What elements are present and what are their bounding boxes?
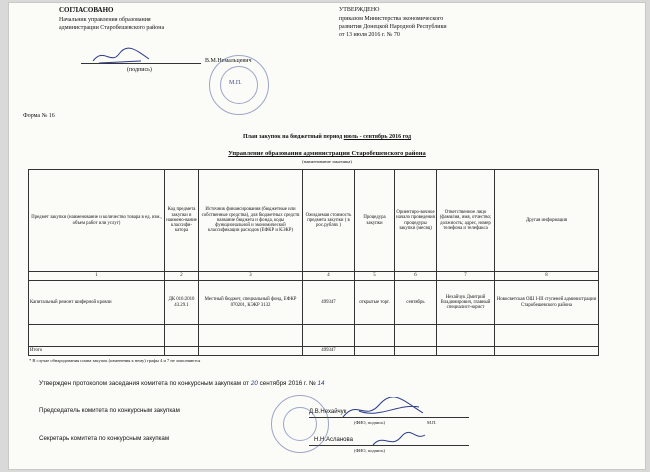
approval-right-line3: от 13 июля 2016 г. № 70 — [339, 32, 400, 38]
row-procedure: открытые торг. — [355, 281, 395, 325]
total-label: Итого — [29, 347, 165, 356]
secretary-signature — [369, 431, 429, 451]
protocol-day: 20 — [250, 380, 258, 387]
approval-left-line2: администрации Старобешевского района — [59, 25, 165, 31]
protocol-month-year: сентября 2016 г. № — [259, 380, 316, 387]
table-total-row — [29, 347, 599, 356]
row-cost: 499347 — [303, 281, 355, 325]
total-value: 499347 — [303, 347, 355, 356]
left-signature — [89, 45, 159, 67]
row-start-month: сентябрь — [395, 281, 437, 325]
header-cell: Ориентиро-вочное начало проведения процедуры закупки (месяц) — [395, 170, 437, 272]
chairman-signature — [339, 397, 429, 423]
chairman-label: Председатель комитета по конкурсным закупкам — [39, 407, 180, 414]
table-row — [29, 281, 599, 325]
approval-left-sign-name: В.М.Немальцевич — [205, 58, 252, 64]
protocol-line — [39, 381, 325, 388]
organization-caption: (наименование заказчика) — [302, 159, 352, 164]
approval-left-line1: Начальник управления образования — [59, 17, 151, 23]
chairman-name: Д.В.Нехайчук — [309, 409, 347, 415]
column-number: 6 — [395, 272, 437, 281]
column-number: 7 — [437, 272, 495, 281]
approval-left-title: СОГЛАСОВАНО — [59, 6, 114, 14]
official-seal-bottom-inner — [283, 407, 317, 441]
column-number: 3 — [199, 272, 303, 281]
row-other-info: Новосветская ОШ I-III ступеней администрации Старобешевского района — [495, 281, 599, 325]
footnote: * В случае обнародования плана закупок (изменения к нему) графы 4 и 7 не заполняются — [29, 358, 201, 363]
approval-left-sign-caption: (подпись) — [127, 67, 152, 73]
chairman-mp: М.П. — [427, 420, 437, 425]
secretary-label: Секретарь комитета по конкурсным закупкам — [39, 435, 170, 442]
row-responsible: Нехайчук Дмитрий Владимирович, главный специалист-юрист — [437, 281, 495, 325]
plan-title-prefix: План закупок на бюджетный период — [242, 134, 343, 140]
table-number-row — [29, 272, 599, 281]
chairman-caption: (ФИО, подпись) — [354, 420, 385, 425]
header-cell: Ответственное лицо (фамилия, имя, отчество; должность; адрес, номер телефона и телефакса — [437, 170, 495, 272]
row-code: ДК 016:2010 43.29.1 — [165, 281, 199, 325]
column-number: 8 — [495, 272, 599, 281]
column-number: 4 — [303, 272, 355, 281]
plan-title — [9, 134, 645, 140]
header-cell: Код предмета закупки и наимено-вание классифи-катора — [165, 170, 199, 272]
procurement-table — [28, 169, 599, 356]
approval-right-title: УТВЕРЖДЕНО — [339, 7, 380, 13]
column-number: 1 — [29, 272, 165, 281]
header-cell: Другая информация — [495, 170, 599, 272]
approval-right-line1: приказом Министерства экономического — [339, 16, 444, 22]
column-number: 5 — [355, 272, 395, 281]
secretary-caption: (ФИО, подпись) — [354, 448, 385, 453]
plan-period: июль - сентябрь 2016 год — [343, 134, 412, 140]
header-cell: Предмет закупки (наименование и количество товара в ед. изм., объем работ или услуг) — [29, 170, 165, 272]
organization-name: Управление образования администрации Старобешевского района — [228, 150, 426, 157]
header-cell: Процедура закупки — [355, 170, 395, 272]
column-number: 2 — [165, 272, 199, 281]
form-number: Форма № 16 — [23, 113, 55, 119]
seal-mp-label: М.П. — [229, 80, 242, 86]
row-subject: Капитальный ремонт шиферной кровли — [29, 281, 165, 325]
protocol-number: 14 — [317, 380, 325, 387]
header-cell: Источник финансирования (бюджетные или собственные средства), для бюджетных средств название бюджета и фонда, коды функциональной и экономической классификации расходов (ЕФКР и КЭКР) — [199, 170, 303, 272]
header-cell: Ожидаемая стоимость предмета закупки ( в рос.рублях ) — [303, 170, 355, 272]
row-funding: Местный бюджет, специальный фонд, ЕФКР 070201, КЭКР 3132 — [199, 281, 303, 325]
table-header-row — [29, 170, 599, 272]
protocol-prefix: Утвержден протоколом заседания комитета по конкурсным закупкам от — [39, 380, 250, 387]
document-page — [8, 2, 646, 470]
secretary-name: Н.Н.Асланова — [314, 437, 353, 443]
approval-right-line2: развития Донецкой Народной Республики — [339, 24, 447, 30]
table-empty-row — [29, 325, 599, 347]
